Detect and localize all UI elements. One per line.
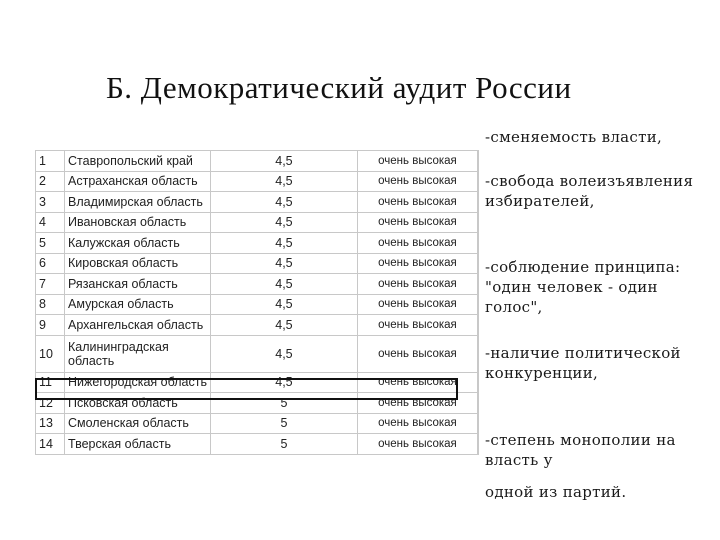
criterion-item: -свобода волеизъявления избирателей, [485, 172, 694, 210]
row-spacer [477, 253, 478, 274]
table-row [36, 192, 479, 213]
row-number: 2 [36, 171, 65, 192]
row-region: Тверская область [65, 434, 211, 455]
row-region: Ивановская область [65, 212, 211, 233]
table-row [36, 233, 479, 254]
row-score: 4,5 [210, 253, 357, 274]
row-number: 4 [36, 212, 65, 233]
row-level: очень высокая [357, 192, 477, 213]
row-spacer [477, 335, 478, 372]
row-spacer [477, 233, 478, 254]
row-region: Калужская область [65, 233, 211, 254]
row-number: 3 [36, 192, 65, 213]
row-number: 11 [36, 372, 65, 393]
row-number: 10 [36, 335, 65, 372]
row-score: 4,5 [210, 274, 357, 295]
row-score: 5 [210, 413, 357, 434]
row-score: 4,5 [210, 233, 357, 254]
row-level: очень высокая [357, 274, 477, 295]
row-spacer [477, 212, 478, 233]
row-level: очень высокая [357, 413, 477, 434]
slide-title: Б. Демократический аудит России [106, 70, 572, 105]
row-score: 4,5 [210, 171, 357, 192]
row-region: Смоленская область [65, 413, 211, 434]
table-row [36, 372, 479, 393]
table-row [36, 434, 479, 455]
row-number: 6 [36, 253, 65, 274]
row-score: 4,5 [210, 212, 357, 233]
row-number: 1 [36, 151, 65, 172]
criterion-item: -степень монополии на власть у [485, 431, 676, 469]
table-row [36, 315, 479, 336]
criterion-item: -соблюдение принципа: "один человек - один голос", [485, 258, 681, 316]
row-spacer [477, 274, 478, 295]
row-level: очень высокая [357, 171, 477, 192]
row-score: 4,5 [210, 315, 357, 336]
row-region: Нижегородская область [65, 372, 211, 393]
row-score: 4,5 [210, 372, 357, 393]
row-region: Кировская область [65, 253, 211, 274]
row-level: очень высокая [357, 151, 477, 172]
row-level: очень высокая [357, 315, 477, 336]
row-region: Ставропольский край [65, 151, 211, 172]
row-score: 5 [210, 434, 357, 455]
row-score: 4,5 [210, 151, 357, 172]
row-level: очень высокая [357, 253, 477, 274]
row-spacer [477, 151, 478, 172]
row-spacer [477, 393, 478, 414]
row-number: 9 [36, 315, 65, 336]
table-row [36, 294, 479, 315]
row-region: Амурская область [65, 294, 211, 315]
table-row [36, 413, 479, 434]
row-region: Рязанская область [65, 274, 211, 295]
row-number: 14 [36, 434, 65, 455]
row-region: Астраханская область [65, 171, 211, 192]
row-region: Архангельская область [65, 315, 211, 336]
criterion-item: -сменяемость власти, [485, 128, 663, 146]
row-score: 4,5 [210, 335, 357, 372]
row-number: 12 [36, 393, 65, 414]
row-region: Владимирская область [65, 192, 211, 213]
row-region: Калининградская область [65, 335, 211, 372]
table-row [36, 274, 479, 295]
table-row [36, 253, 479, 274]
table-row [36, 393, 479, 414]
criterion-item: одной из партий. [485, 483, 627, 501]
row-number: 13 [36, 413, 65, 434]
row-spacer [477, 372, 478, 393]
regions-table [35, 150, 479, 455]
row-spacer [477, 192, 478, 213]
row-level: очень высокая [357, 393, 477, 414]
row-level: очень высокая [357, 294, 477, 315]
table-row [36, 171, 479, 192]
row-level: очень высокая [357, 434, 477, 455]
row-level: очень высокая [357, 335, 477, 372]
row-level: очень высокая [357, 372, 477, 393]
table-row [36, 335, 479, 372]
row-level: очень высокая [357, 233, 477, 254]
row-spacer [477, 315, 478, 336]
row-score: 4,5 [210, 192, 357, 213]
row-spacer [477, 413, 478, 434]
row-number: 7 [36, 274, 65, 295]
row-score: 4,5 [210, 294, 357, 315]
table-row [36, 151, 479, 172]
criterion-item: -наличие политической конкуренции, [485, 344, 681, 382]
row-level: очень высокая [357, 212, 477, 233]
row-number: 5 [36, 233, 65, 254]
row-spacer [477, 171, 478, 192]
table-row [36, 212, 479, 233]
row-spacer [477, 294, 478, 315]
row-score: 5 [210, 393, 357, 414]
row-region: Псковская область [65, 393, 211, 414]
row-number: 8 [36, 294, 65, 315]
row-spacer [477, 434, 478, 455]
